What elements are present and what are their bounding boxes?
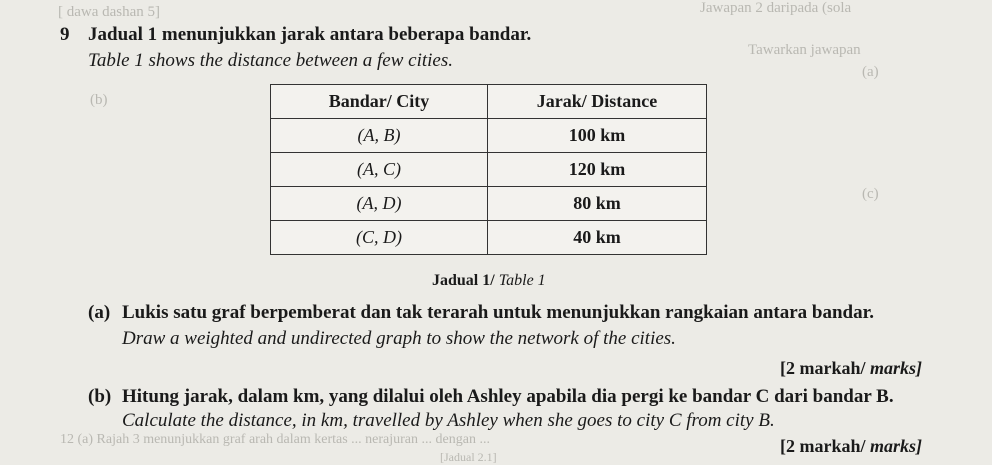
bleed-through-text: (c) [862,186,879,202]
bleed-through-text: [Jadual 2.1] [440,450,497,464]
part-b-marks-ms: [2 markah/ [779,436,866,456]
distance-cell: 40 km [488,221,707,255]
part-b-text-en: Calculate the distance, in km, travelled by Ashley when she goes to city C from city B. [122,410,775,431]
header-city [271,85,488,119]
header-city-label: Bandar/ City [328,91,430,111]
city-pair-cell: (C, D) [271,221,488,255]
bleed-through-text: Tawarkan jawapan [748,42,861,58]
part-b-marks [780,436,922,457]
table-caption-ms: Jadual 1/ [432,272,495,289]
bleed-through-text: Jawapan 2 daripada (sola [700,0,852,16]
table-header-row [271,85,707,119]
part-b-text-ms: Hitung jarak, dalam km, yang dilalui oleh Ashley apabila dia pergi ke bandar C dari bandar B. [122,386,894,407]
table-caption [432,272,546,290]
table-caption-en: Table 1 [498,272,546,289]
part-a-label: (a) [88,302,111,323]
table-row [271,119,707,153]
part-a-marks-en: marks] [869,358,922,378]
bleed-through-text: [ dawa dashan 5] [58,4,161,20]
part-a-text-en: Draw a weighted and undirected graph to show the network of the cities. [122,328,676,349]
distance-cell: 100 km [488,119,707,153]
header-distance [488,85,707,119]
part-b-marks-en: marks] [869,436,922,456]
part-a-marks-ms: [2 markah/ [779,358,866,378]
part-a-marks [780,358,922,379]
bleed-through-text: (a) [862,64,879,80]
distance-cell: 80 km [488,187,707,221]
city-pair-cell: (A, C) [271,153,488,187]
table-row [271,153,707,187]
part-a-text-ms: Lukis satu graf berpemberat dan tak terarah untuk menunjukkan rangkaian antara bandar. [122,302,875,323]
question-intro-ms: Jadual 1 menunjukkan jarak antara beberapa bandar. [88,24,532,45]
header-distance-label: Jarak/ Distance [536,91,658,111]
distance-cell: 120 km [488,153,707,187]
bleed-through-text: 12 (a) Rajah 3 menunjukkan graf arah dalam kertas ... nerajuran ... dengan ... [60,432,490,447]
bleed-through-text: (b) [90,92,108,108]
city-pair-cell: (A, B) [271,119,488,153]
question-number: 9 [60,24,70,45]
table-row [271,187,707,221]
table-row [271,221,707,255]
distance-table [270,84,707,255]
city-pair-cell: (A, D) [271,187,488,221]
part-b-label: (b) [88,386,112,407]
question-intro-en: Table 1 shows the distance between a few cities. [88,50,454,71]
